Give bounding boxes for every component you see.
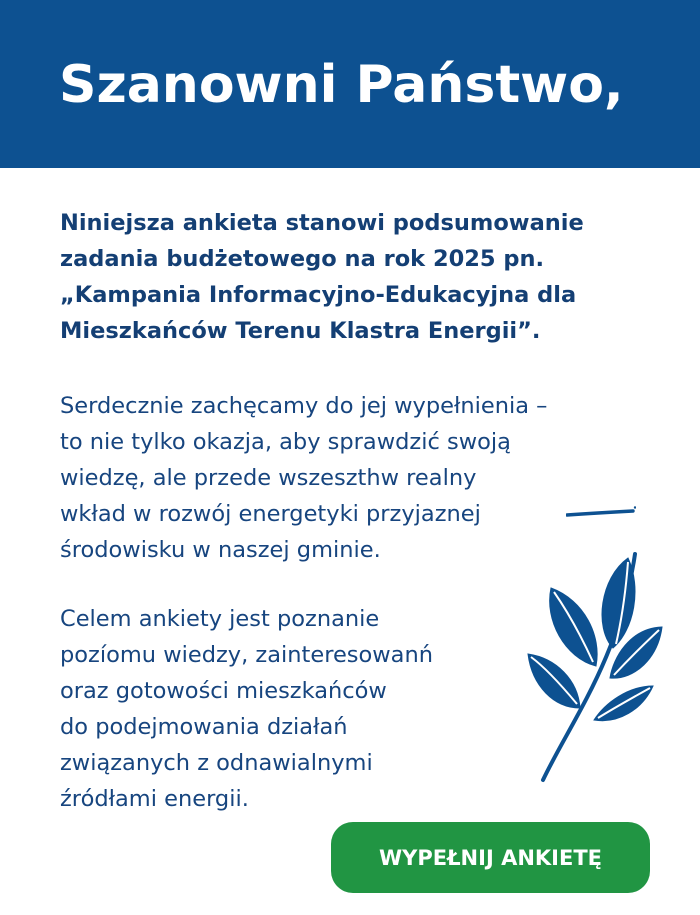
purpose-line: Celem ankiety jest poznanie	[60, 606, 380, 632]
purpose-line: do podejmowania działań	[60, 714, 348, 740]
intro-paragraph	[60, 205, 584, 349]
encourage-line: to nie tylko okazja, aby sprawdzić swoją	[60, 429, 511, 455]
intro-line: „Kampania Informacyjno-Edukacyjna dla	[60, 282, 577, 308]
underline-stroke-icon	[566, 505, 636, 521]
purpose-line: oraz gotowości mieszkańców	[60, 678, 387, 704]
encourage-line: Serdecznie zachęcamy do jej wypełnienia –	[60, 393, 548, 419]
intro-line: Mieszkańców Terenu Klastra Energii”.	[60, 318, 541, 344]
fill-survey-button[interactable]: WYPEŁNIJ ANKIETĘ	[331, 822, 650, 893]
encourage-paragraph	[60, 388, 547, 568]
intro-line: Niniejsza ankieta stanowi podsumowanie	[60, 210, 584, 236]
encourage-line: wkład w rozwój energetyki przyjaznej	[60, 501, 481, 527]
encourage-line: środowisku w naszej gminie.	[60, 537, 381, 563]
purpose-line: pozíomu wiedzy, zainteresowanń	[60, 642, 433, 668]
encourage-line: wiedzę, ale przede wszeszthw realny	[60, 465, 477, 491]
purpose-paragraph	[60, 601, 433, 817]
intro-line: zadania budżetowego na rok 2025 pn.	[60, 246, 545, 272]
leaf-branch-icon	[510, 548, 670, 783]
header-banner	[0, 0, 700, 168]
greeting-title: Szanowni Państwo,	[59, 55, 624, 115]
purpose-line: związanych z odnawialnymi	[60, 750, 373, 776]
purpose-line: źródłami energii.	[60, 786, 249, 812]
